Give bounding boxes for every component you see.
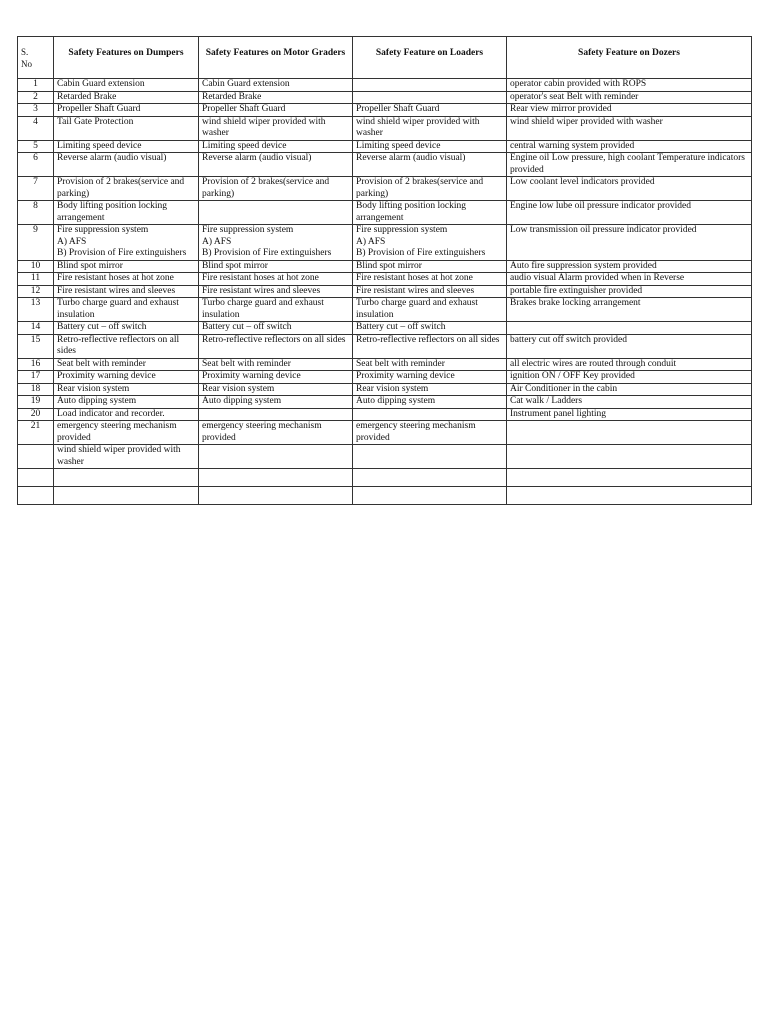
- cell-motor-graders: Reverse alarm (audio visual): [199, 153, 353, 177]
- cell-sno: 14: [18, 322, 54, 335]
- cell-sno: 7: [18, 177, 54, 201]
- cell-motor-graders: Turbo charge guard and exhaust insulation: [199, 298, 353, 322]
- cell-sno: [18, 469, 54, 487]
- cell-sno: 10: [18, 260, 54, 273]
- cell-sno: 11: [18, 273, 54, 286]
- cell-dumpers: Tail Gate Protection: [54, 116, 199, 140]
- table-row: [18, 79, 752, 92]
- cell-motor-graders: Rear vision system: [199, 383, 353, 396]
- header-motor-graders: Safety Features on Motor Graders: [199, 37, 353, 79]
- cell-dozers: Instrument panel lighting: [507, 408, 752, 421]
- cell-loaders: emergency steering mechanism provided: [353, 421, 507, 445]
- cell-dumpers: [54, 469, 199, 487]
- cell-dozers: Engine low lube oil pressure indicator provided: [507, 201, 752, 225]
- cell-dumpers: Fire suppression system A) AFS B) Provision of Fire extinguishers: [54, 225, 199, 261]
- cell-sno: [18, 445, 54, 469]
- cell-dozers: Air Conditioner in the cabin: [507, 383, 752, 396]
- cell-dumpers: Rear vision system: [54, 383, 199, 396]
- cell-loaders: Fire resistant hoses at hot zone: [353, 273, 507, 286]
- table-row: [18, 469, 752, 487]
- cell-motor-graders: Blind spot mirror: [199, 260, 353, 273]
- cell-sno: 17: [18, 371, 54, 384]
- cell-dozers: operator's seat Belt with reminder: [507, 91, 752, 104]
- table-row: [18, 358, 752, 371]
- cell-sno: 13: [18, 298, 54, 322]
- cell-sno: 12: [18, 285, 54, 298]
- table-row: [18, 396, 752, 409]
- cell-loaders: Rear vision system: [353, 383, 507, 396]
- cell-dumpers: Provision of 2 brakes(service and parking): [54, 177, 199, 201]
- cell-loaders: Propeller Shaft Guard: [353, 104, 507, 117]
- cell-dozers: [507, 445, 752, 469]
- cell-dozers: battery cut off switch provided: [507, 334, 752, 358]
- cell-loaders: [353, 487, 507, 505]
- cell-loaders: [353, 91, 507, 104]
- table-row: [18, 487, 752, 505]
- cell-loaders: Body lifting position locking arrangement: [353, 201, 507, 225]
- cell-dumpers: Turbo charge guard and exhaust insulation: [54, 298, 199, 322]
- cell-dozers: [507, 469, 752, 487]
- cell-dozers: Rear view mirror provided: [507, 104, 752, 117]
- cell-dozers: [507, 487, 752, 505]
- cell-sno: [18, 487, 54, 505]
- cell-motor-graders: Fire resistant hoses at hot zone: [199, 273, 353, 286]
- table-row: [18, 273, 752, 286]
- cell-sno: 21: [18, 421, 54, 445]
- cell-motor-graders: [199, 469, 353, 487]
- cell-sno: 18: [18, 383, 54, 396]
- cell-motor-graders: Fire suppression system A) AFS B) Provision of Fire extinguishers: [199, 225, 353, 261]
- table-body: [18, 79, 752, 505]
- table-row: [18, 225, 752, 261]
- cell-dozers: [507, 421, 752, 445]
- cell-dumpers: Load indicator and recorder.: [54, 408, 199, 421]
- table-row: [18, 371, 752, 384]
- cell-loaders: Blind spot mirror: [353, 260, 507, 273]
- cell-motor-graders: Seat belt with reminder: [199, 358, 353, 371]
- cell-loaders: Turbo charge guard and exhaust insulation: [353, 298, 507, 322]
- cell-dozers: central warning system provided: [507, 140, 752, 153]
- cell-motor-graders: Auto dipping system: [199, 396, 353, 409]
- cell-loaders: [353, 79, 507, 92]
- table-row: [18, 408, 752, 421]
- cell-motor-graders: emergency steering mechanism provided: [199, 421, 353, 445]
- safety-features-table: [17, 36, 752, 505]
- cell-loaders: Proximity warning device: [353, 371, 507, 384]
- table-row: [18, 177, 752, 201]
- cell-sno: 4: [18, 116, 54, 140]
- table-row: [18, 298, 752, 322]
- table-row: [18, 285, 752, 298]
- table-row: [18, 140, 752, 153]
- table-row: [18, 153, 752, 177]
- cell-dozers: Low coolant level indicators provided: [507, 177, 752, 201]
- cell-dumpers: wind shield wiper provided with washer: [54, 445, 199, 469]
- cell-loaders: [353, 469, 507, 487]
- cell-loaders: Provision of 2 brakes(service and parking): [353, 177, 507, 201]
- cell-motor-graders: Retro-reflective reflectors on all sides: [199, 334, 353, 358]
- cell-sno: 9: [18, 225, 54, 261]
- cell-sno: 1: [18, 79, 54, 92]
- cell-dumpers: emergency steering mechanism provided: [54, 421, 199, 445]
- header-loaders: Safety Feature on Loaders: [353, 37, 507, 79]
- cell-dozers: all electric wires are routed through conduit: [507, 358, 752, 371]
- header-dumpers: Safety Features on Dumpers: [54, 37, 199, 79]
- cell-dozers: portable fire extinguisher provided: [507, 285, 752, 298]
- cell-sno: 16: [18, 358, 54, 371]
- cell-motor-graders: [199, 487, 353, 505]
- table-row: [18, 445, 752, 469]
- header-sno: S. No: [18, 37, 54, 79]
- cell-loaders: Fire suppression system A) AFS B) Provision of Fire extinguishers: [353, 225, 507, 261]
- cell-sno: 5: [18, 140, 54, 153]
- cell-dumpers: Seat belt with reminder: [54, 358, 199, 371]
- header-dozers: Safety Feature on Dozers: [507, 37, 752, 79]
- table-row: [18, 104, 752, 117]
- cell-dumpers: Propeller Shaft Guard: [54, 104, 199, 117]
- cell-dozers: Low transmission oil pressure indicator provided: [507, 225, 752, 261]
- cell-dumpers: Reverse alarm (audio visual): [54, 153, 199, 177]
- cell-sno: 19: [18, 396, 54, 409]
- cell-loaders: [353, 445, 507, 469]
- cell-dozers: Cat walk / Ladders: [507, 396, 752, 409]
- cell-dozers: [507, 322, 752, 335]
- cell-dumpers: Auto dipping system: [54, 396, 199, 409]
- cell-motor-graders: Limiting speed device: [199, 140, 353, 153]
- cell-sno: 20: [18, 408, 54, 421]
- cell-loaders: wind shield wiper provided with washer: [353, 116, 507, 140]
- cell-sno: 8: [18, 201, 54, 225]
- cell-loaders: Retro-reflective reflectors on all sides: [353, 334, 507, 358]
- cell-dozers: Brakes brake locking arrangement: [507, 298, 752, 322]
- cell-loaders: Fire resistant wires and sleeves: [353, 285, 507, 298]
- table-row: [18, 383, 752, 396]
- cell-dozers: ignition ON / OFF Key provided: [507, 371, 752, 384]
- cell-motor-graders: Proximity warning device: [199, 371, 353, 384]
- cell-motor-graders: Fire resistant wires and sleeves: [199, 285, 353, 298]
- header-row: [18, 37, 752, 79]
- table-row: [18, 201, 752, 225]
- cell-loaders: Battery cut – off switch: [353, 322, 507, 335]
- table-row: [18, 91, 752, 104]
- cell-sno: 2: [18, 91, 54, 104]
- cell-motor-graders: wind shield wiper provided with washer: [199, 116, 353, 140]
- cell-motor-graders: Retarded Brake: [199, 91, 353, 104]
- cell-sno: 3: [18, 104, 54, 117]
- cell-dumpers: Blind spot mirror: [54, 260, 199, 273]
- cell-dumpers: Cabin Guard extension: [54, 79, 199, 92]
- cell-dumpers: Fire resistant hoses at hot zone: [54, 273, 199, 286]
- cell-loaders: Seat belt with reminder: [353, 358, 507, 371]
- cell-dumpers: Fire resistant wires and sleeves: [54, 285, 199, 298]
- cell-dumpers: [54, 487, 199, 505]
- cell-dozers: Engine oil Low pressure, high coolant Temperature indicators provided: [507, 153, 752, 177]
- cell-motor-graders: Cabin Guard extension: [199, 79, 353, 92]
- table-row: [18, 260, 752, 273]
- cell-loaders: Auto dipping system: [353, 396, 507, 409]
- table-row: [18, 322, 752, 335]
- cell-dumpers: Battery cut – off switch: [54, 322, 199, 335]
- cell-dumpers: Retarded Brake: [54, 91, 199, 104]
- table-row: [18, 421, 752, 445]
- cell-dumpers: Body lifting position locking arrangement: [54, 201, 199, 225]
- cell-dumpers: Retro-reflective reflectors on all sides: [54, 334, 199, 358]
- cell-loaders: Reverse alarm (audio visual): [353, 153, 507, 177]
- cell-motor-graders: [199, 408, 353, 421]
- table-row: [18, 116, 752, 140]
- table-row: [18, 334, 752, 358]
- cell-motor-graders: Battery cut – off switch: [199, 322, 353, 335]
- cell-motor-graders: [199, 201, 353, 225]
- cell-motor-graders: [199, 445, 353, 469]
- cell-sno: 15: [18, 334, 54, 358]
- cell-loaders: Limiting speed device: [353, 140, 507, 153]
- cell-sno: 6: [18, 153, 54, 177]
- cell-loaders: [353, 408, 507, 421]
- cell-dumpers: Limiting speed device: [54, 140, 199, 153]
- cell-dozers: wind shield wiper provided with washer: [507, 116, 752, 140]
- cell-dozers: operator cabin provided with ROPS: [507, 79, 752, 92]
- cell-motor-graders: Provision of 2 brakes(service and parking): [199, 177, 353, 201]
- cell-dumpers: Proximity warning device: [54, 371, 199, 384]
- cell-dozers: Auto fire suppression system provided: [507, 260, 752, 273]
- cell-dozers: audio visual Alarm provided when in Reverse: [507, 273, 752, 286]
- cell-motor-graders: Propeller Shaft Guard: [199, 104, 353, 117]
